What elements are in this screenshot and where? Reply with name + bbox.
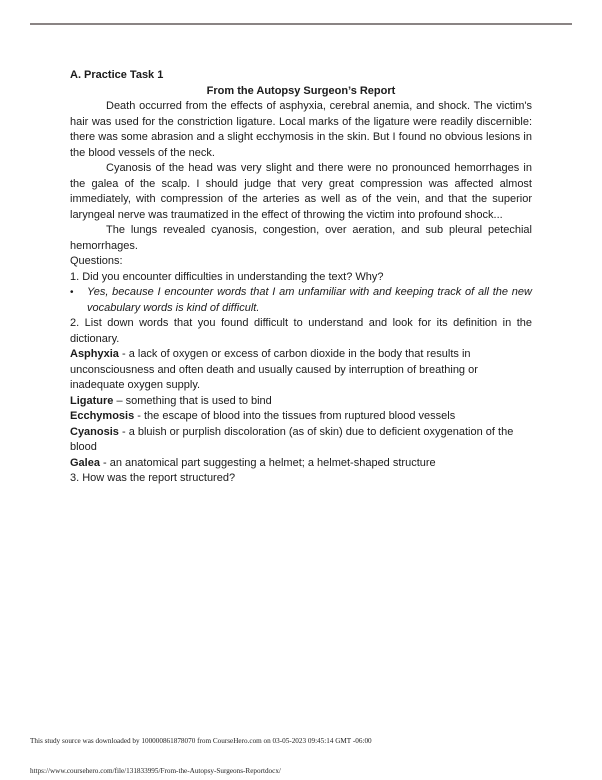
report-paragraph-2: Cyanosis of the head was very slight and there were no pronounced hemorrhages in the galea of the scalp. I should judge that very great compression was affected almost immediately, with compression of the arteries as well as of the vein, and that the superior laryngeal nerve was traumatized in the effect of throwing the victim into profound shock... <box>70 162 532 221</box>
definition-ligature <box>70 394 532 410</box>
definition-term: Galea <box>70 456 100 469</box>
definition-ecchymosis <box>70 409 532 425</box>
document-body <box>70 68 532 487</box>
question-2: 2. List down words that you found difficult to understand and look for its definition in the dictionary. <box>70 317 532 345</box>
definition-term: Ecchymosis <box>70 410 135 422</box>
definition-cyanosis <box>70 425 532 456</box>
section-heading: A. Practice Task 1 <box>70 69 164 81</box>
report-paragraph-1: Death occurred from the effects of asphyxia, cerebral anemia, and shock. The victim's hair was used for the constriction ligature. Local marks of the ligature were readily discernible: there was some abrasion and a slight ecchymosis in the skin. But I found no obvious lesions in the blood vessels of the neck. <box>70 100 532 159</box>
question-1: 1. Did you encounter difficulties in understanding the text? Why? <box>70 270 384 283</box>
report-paragraph-3: The lungs revealed cyanosis, congestion, over aeration, and sub pleural petechial hemorrhages. <box>70 224 532 252</box>
definition-term: Cyanosis <box>70 425 119 438</box>
top-divider-rule <box>30 23 572 25</box>
coursehero-download-note: This study source was downloaded by 100000861878070 from CourseHero.com on 03-05-2023 09:45:14 GMT -06:00 <box>30 737 372 745</box>
questions-label: Questions: <box>70 255 123 267</box>
definition-text: - the escape of blood into the tissues from ruptured blood vessels <box>134 410 456 422</box>
definition-text: – something that is used to bind <box>113 394 272 407</box>
document-title: From the Autopsy Surgeon’s Report <box>206 84 396 97</box>
coursehero-file-url[interactable]: https://www.coursehero.com/file/131833995/From-the-Autopsy-Surgeons-Reportdocx/ <box>30 767 281 775</box>
answer-1-bullet-item <box>70 285 532 316</box>
answer-1-text: Yes, because I encounter words that I am unfamiliar with and keeping track of all the new vocabulary words is kind of difficult. <box>87 286 532 314</box>
definition-term: Asphyxia <box>70 348 119 360</box>
definition-text: - a bluish or purplish discoloration (as of skin) due to deficient oxygenation of the blood <box>70 425 514 453</box>
definition-text: - a lack of oxygen or excess of carbon dioxide in the body that results in unconsciousness and often death and usually caused by interruption of breathing or inadequate oxygen supply. <box>70 348 478 391</box>
definition-text: - an anatomical part suggesting a helmet; a helmet-shaped structure <box>99 456 436 469</box>
bullet-icon: • <box>70 287 74 298</box>
definition-galea <box>70 456 532 472</box>
question-3: 3. How was the report structured? <box>70 472 236 484</box>
definition-term: Ligature <box>70 394 114 407</box>
definition-asphyxia <box>70 347 532 394</box>
